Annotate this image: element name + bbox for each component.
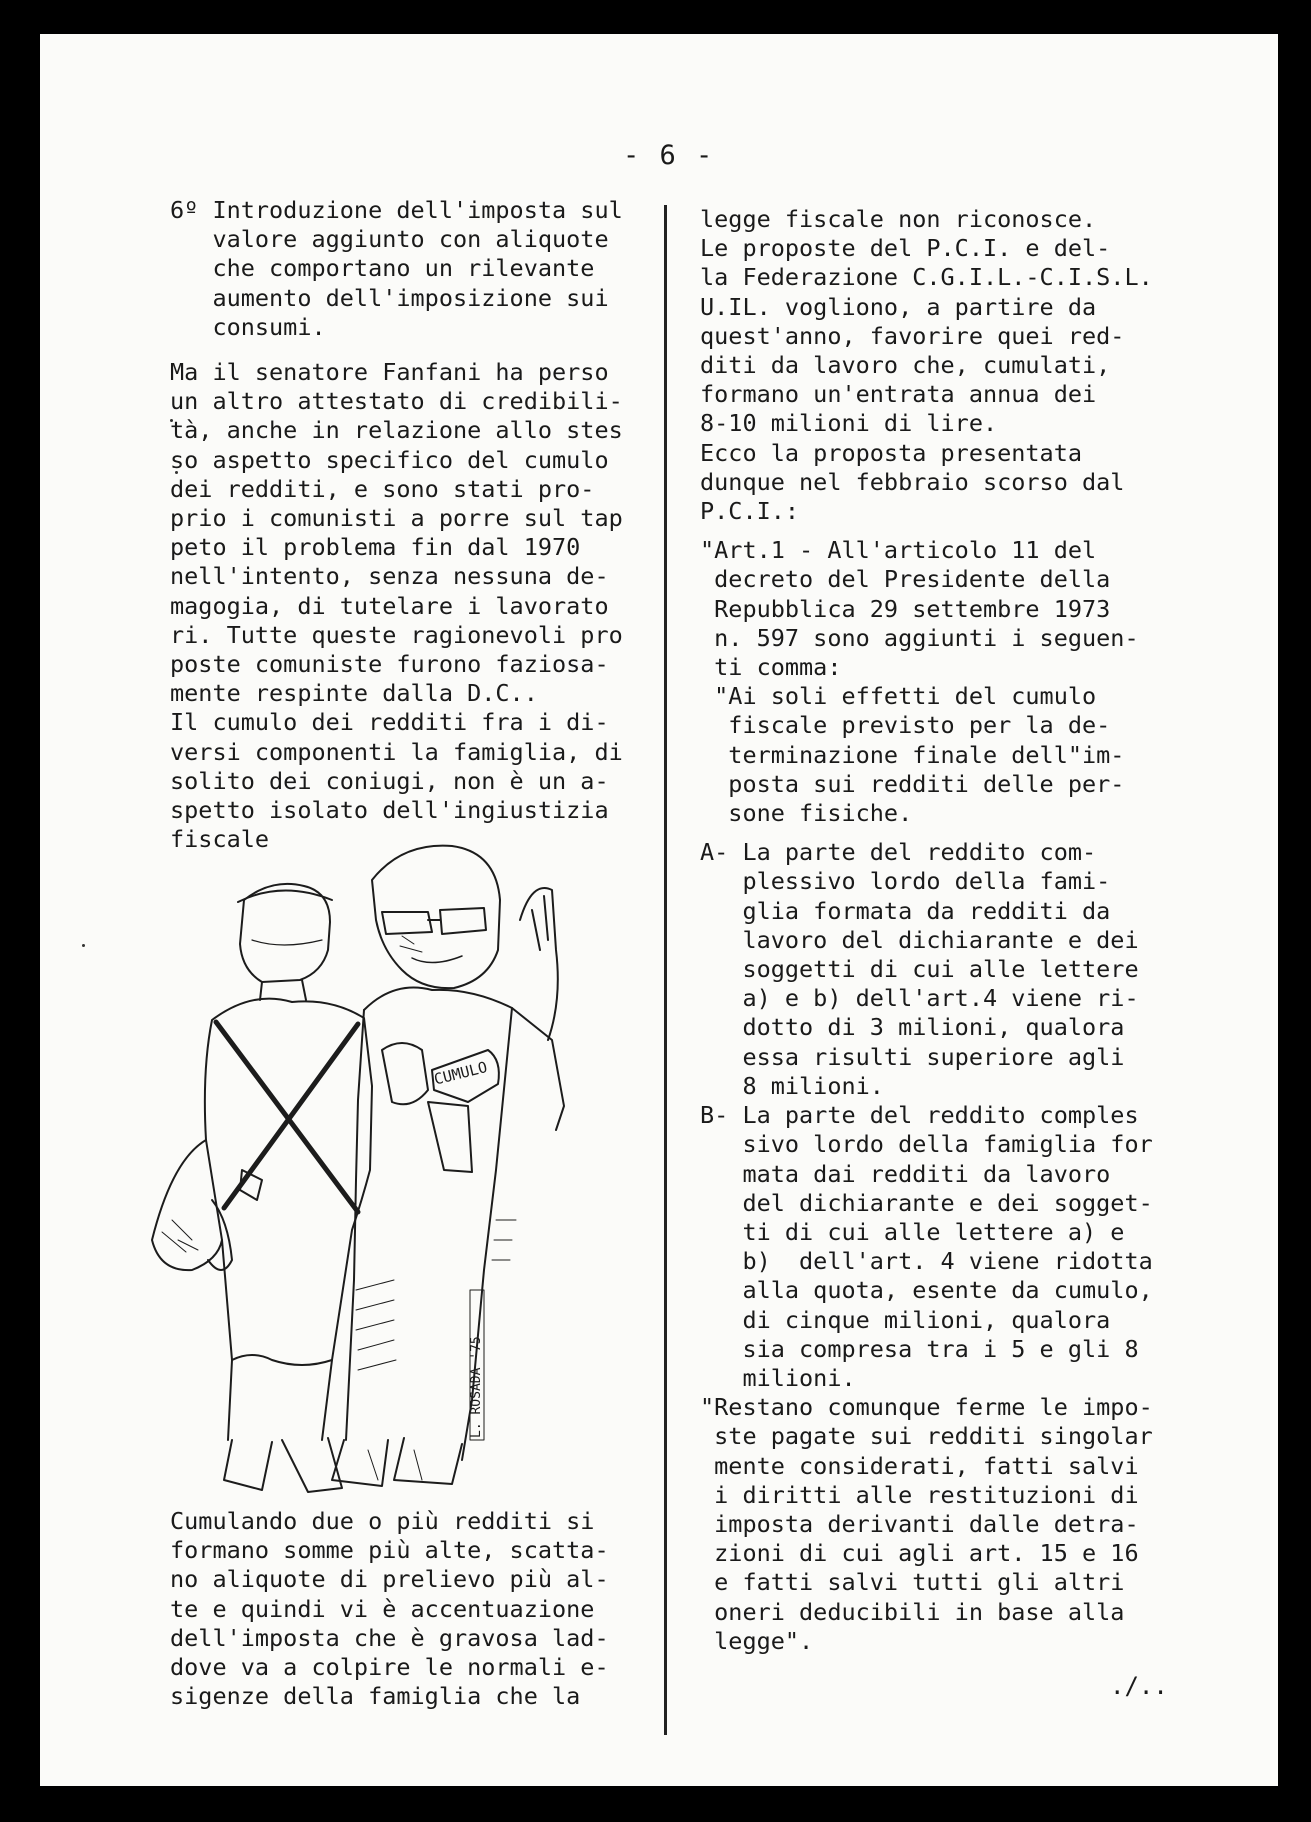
closing-paragraph [700, 1393, 1220, 1656]
text-line: che comportano un rilevante [170, 254, 595, 283]
left-column-bottom [170, 1507, 690, 1711]
text-line: valore aggiunto con aliquote [170, 225, 609, 254]
text-line: te e quindi vi è accentuazione [170, 1594, 595, 1623]
text-line: diti da lavoro che, cumulati, [700, 351, 1111, 380]
text-line: milioni. [700, 1363, 856, 1392]
text-line: quest'anno, favorire quei red- [700, 321, 1125, 350]
text-line: n. 597 sono aggiunti i seguen- [700, 623, 1139, 652]
text-line: aumento dell'imposizione sui [170, 283, 609, 312]
text-line: soggetti di cui alle lettere [700, 955, 1139, 984]
text-line: so aspetto specifico del cumulo [170, 445, 609, 474]
item-a [700, 838, 1220, 1101]
text-line: spetto isolato dell'ingiustizia [170, 796, 609, 825]
text-line: dei redditi, e sono stati pro- [170, 474, 595, 503]
item-6 [170, 196, 690, 342]
politician-figure [332, 846, 564, 1486]
cartoon-signature: L. ROSADA '75 [469, 1336, 484, 1438]
text-line: Il cumulo dei redditi fra i di- [170, 708, 609, 737]
text-line: sigenze della famiglia che la [170, 1682, 581, 1711]
text-line: ste pagate sui redditi singolar [700, 1422, 1153, 1451]
text-line: dotto di 3 milioni, qualora [700, 1013, 1125, 1042]
text-line: posta sui redditi delle per- [700, 769, 1125, 798]
text-line: solito dei coniugi, non è un a- [170, 766, 609, 795]
left-column [170, 196, 690, 854]
text-line: alla quota, esente da cumulo, [700, 1276, 1153, 1305]
text-line: "Ai soli effetti del cumulo [700, 682, 1097, 711]
text-line: lavoro del dichiarante e dei [700, 925, 1139, 954]
text-line: decreto del Presidente della [700, 565, 1111, 594]
text-line: mente considerati, fatti salvi [700, 1451, 1139, 1480]
text-line: dunque nel febbraio scorso dal [700, 467, 1125, 496]
article-1 [700, 536, 1220, 682]
text-line: mente respinte dalla D.C.. [170, 679, 538, 708]
text-line: consumi. [170, 312, 326, 341]
text-line: di cinque milioni, qualora [700, 1305, 1111, 1334]
text-line: Le proposte del P.C.I. e del- [700, 234, 1111, 263]
text-line: oneri deducibili in base alla [700, 1597, 1125, 1626]
text-line: essa risulti superiore agli [700, 1042, 1125, 1071]
cartoon-label: CUMULO [432, 1057, 490, 1089]
text-line: 8-10 milioni di lire. [700, 409, 998, 438]
text-line: Repubblica 29 settembre 1973 [700, 594, 1111, 623]
intro-paragraph [700, 205, 1220, 526]
text-line: versi componenti la famiglia, di [170, 737, 623, 766]
text-line: ti comma: [700, 653, 842, 682]
text-line: plessivo lordo della fami- [700, 867, 1111, 896]
text-line: legge". [700, 1626, 814, 1655]
text-line: sivo lordo della famiglia for [700, 1130, 1153, 1159]
text-line: "Art.1 - All'articolo 11 del [700, 536, 1097, 565]
article-quote [700, 682, 1220, 828]
text-line: dove va a colpire le normali e- [170, 1653, 609, 1682]
continued-mark: ./.. [1110, 1672, 1168, 1700]
text-line: fiscale [170, 825, 270, 854]
paragraph-cumulando [170, 1507, 690, 1711]
text-line: formano un'entrata annua dei [700, 380, 1097, 409]
text-line: mata dai redditi da lavoro [700, 1159, 1111, 1188]
text-line: a) e b) dell'art.4 viene ri- [700, 984, 1139, 1013]
text-line: P.C.I.: [700, 497, 800, 526]
text-line: b) dell'art. 4 viene ridotta [700, 1247, 1153, 1276]
paragraph-fanfani [170, 358, 690, 854]
text-line: 6º Introduzione dell'imposta sul [170, 196, 623, 224]
text-line: terminazione finale dell"im- [700, 740, 1125, 769]
worker-figure [152, 884, 372, 1492]
text-line: peto il problema fin dal 1970 [170, 533, 581, 562]
scan-speck [82, 944, 85, 947]
text-line: A- La parte del reddito com- [700, 838, 1097, 867]
text-line: del dichiarante e dei sogget- [700, 1188, 1153, 1217]
text-line: Cumulando due o più redditi si [170, 1507, 595, 1535]
right-column [700, 205, 1220, 1656]
text-line: no aliquote di prelievo più al- [170, 1565, 609, 1594]
text-line: tà, anche in relazione allo stes [170, 416, 623, 445]
text-line: magogia, di tutelare i lavorato [170, 591, 609, 620]
text-line: "Restano comunque ferme le impo- [700, 1393, 1153, 1422]
cartoon-illustration [132, 840, 587, 1508]
text-line: poste comuniste furono faziosa- [170, 650, 609, 679]
text-line: Ma il senatore Fanfani ha perso [170, 358, 609, 387]
item-b [700, 1101, 1220, 1393]
text-line: 8 milioni. [700, 1071, 884, 1100]
text-line: fiscale previsto per la de- [700, 711, 1111, 740]
text-line: sia compresa tra i 5 e gli 8 [700, 1334, 1139, 1363]
text-line: la Federazione C.G.I.L.-C.I.S.L. [700, 263, 1153, 292]
page-number: - 6 - [623, 140, 715, 171]
text-line: e fatti salvi tutti gli altri [700, 1568, 1125, 1597]
text-line: zioni di cui agli art. 15 e 16 [700, 1539, 1139, 1568]
text-line: U.IL. vogliono, a partire da [700, 292, 1097, 321]
text-line: formano somme più alte, scatta- [170, 1536, 609, 1565]
text-line: legge fiscale non riconosce. [700, 205, 1097, 233]
text-line: ti di cui alle lettere a) e [700, 1217, 1125, 1246]
text-line: i diritti alle restituzioni di [700, 1480, 1139, 1509]
text-line: un altro attestato di credibili- [170, 387, 623, 416]
text-line: Ecco la proposta presentata [700, 438, 1083, 467]
text-line: ri. Tutte queste ragionevoli pro [170, 620, 623, 649]
text-line: B- La parte del reddito comples [700, 1101, 1139, 1130]
text-line: sone fisiche. [700, 799, 913, 828]
text-line: dell'imposta che è gravosa lad- [170, 1623, 609, 1652]
text-line: imposta derivanti dalle detra- [700, 1509, 1139, 1538]
text-line: nell'intento, senza nessuna de- [170, 562, 609, 591]
text-line: glia formata da redditi da [700, 896, 1111, 925]
text-line: prio i comunisti a porre sul tap [170, 504, 623, 533]
